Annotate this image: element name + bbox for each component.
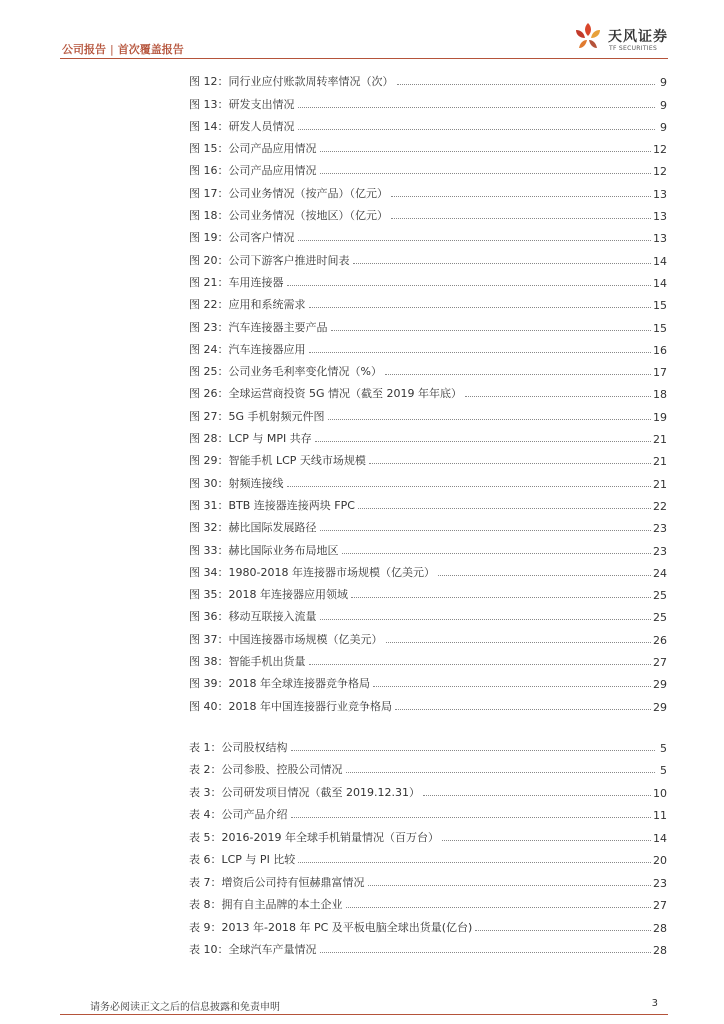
dot-leader bbox=[320, 151, 652, 152]
dot-leader bbox=[391, 218, 651, 219]
dot-leader bbox=[287, 285, 652, 286]
figure-index-entry-label: 图 15：公司产品应用情况 bbox=[189, 142, 317, 156]
table-index-entry-page: 20 bbox=[653, 854, 667, 867]
table-index-entry-page: 28 bbox=[653, 944, 667, 957]
dot-leader bbox=[309, 352, 652, 353]
figure-index-entry-label: 图 37：中国连接器市场规模（亿美元） bbox=[189, 632, 383, 646]
figure-index-entry-label: 图 20：公司下游客户推进时间表 bbox=[189, 253, 350, 267]
figure-index-entry-page: 25 bbox=[653, 589, 667, 603]
dot-leader bbox=[358, 508, 651, 509]
figure-index-entry[interactable] bbox=[189, 245, 667, 267]
figure-index-entry-page: 15 bbox=[653, 321, 667, 335]
figure-index-entry-label: 图 22：应用和系统需求 bbox=[189, 298, 306, 312]
table-index-entry-label: 表 8：拥有自主品牌的本土企业 bbox=[189, 898, 343, 911]
figure-index-entry-label: 图 34：1980-2018 年连接器市场规模（亿美元） bbox=[189, 565, 435, 579]
dot-leader bbox=[423, 795, 651, 796]
table-index-entry[interactable] bbox=[189, 777, 667, 800]
figure-index-entry[interactable] bbox=[189, 446, 667, 468]
dot-leader bbox=[298, 240, 652, 241]
page-number: 3 bbox=[651, 998, 658, 1009]
figure-index-entry-label: 图 40：2018 年中国连接器行业竞争格局 bbox=[189, 699, 392, 713]
dot-leader bbox=[320, 952, 652, 953]
brand-logo bbox=[570, 20, 680, 56]
figure-index-entry-label: 图 31：BTB 连接器连接两块 FPC bbox=[189, 498, 355, 512]
figure-index-entry-page: 12 bbox=[653, 165, 667, 179]
dot-leader bbox=[298, 862, 651, 863]
figure-index-entry-label: 图 29：智能手机 LCP 天线市场规模 bbox=[189, 454, 366, 468]
figure-index-entry[interactable] bbox=[189, 178, 667, 200]
table-index-entry-label: 表 7：增资后公司持有恒赫鼎富情况 bbox=[189, 875, 365, 889]
figure-index-entry-page: 23 bbox=[653, 522, 667, 536]
figure-index-entry-label: 图 30：射频连接线 bbox=[189, 476, 284, 490]
dot-leader bbox=[331, 330, 652, 331]
table-index bbox=[189, 732, 667, 957]
figure-index-entry[interactable] bbox=[189, 669, 667, 691]
dot-leader bbox=[442, 840, 651, 841]
figure-index-entry-label: 图 28：LCP 与 MPI 共存 bbox=[189, 432, 312, 446]
figure-index-entry-label: 图 26：全球运营商投资 5G 情况（截至 2019 年年底） bbox=[189, 387, 462, 401]
table-index-entry[interactable] bbox=[189, 800, 667, 823]
dot-leader bbox=[346, 907, 652, 908]
header-divider bbox=[60, 58, 668, 59]
dot-leader bbox=[291, 817, 652, 818]
table-index-entry-page: 5 bbox=[660, 764, 667, 777]
table-index-entry-label: 表 10：全球汽车产量情况 bbox=[189, 943, 317, 956]
figure-index-entry-page: 26 bbox=[653, 633, 667, 647]
figure-index-entry-label: 图 25：公司业务毛利率变化情况（%） bbox=[189, 365, 382, 379]
page-header bbox=[0, 0, 724, 62]
dot-leader bbox=[369, 463, 651, 464]
figure-index-entry-page: 22 bbox=[653, 499, 667, 513]
figure-index-entry-label: 图 16：公司产品应用情况 bbox=[189, 164, 317, 178]
dot-leader bbox=[353, 263, 652, 264]
logo-name-en: TF SECURITIES bbox=[609, 45, 658, 52]
report-type-company: 公司报告 bbox=[62, 43, 106, 56]
figure-index-entry[interactable] bbox=[189, 401, 667, 423]
table-index-entry-label: 表 9：2013 年-2018 年 PC 及平板电脑全球出货量(亿台) bbox=[189, 920, 473, 934]
figure-index-entry-label: 图 27：5G 手机射频元件图 bbox=[189, 409, 325, 423]
figure-index-entry-label: 图 23：汽车连接器主要产品 bbox=[189, 320, 328, 334]
logo-name-cn: 天风证券 bbox=[608, 29, 668, 45]
figure-index-entry[interactable] bbox=[189, 691, 667, 713]
figure-index-entry-page: 13 bbox=[653, 210, 667, 224]
table-index-entry[interactable] bbox=[189, 845, 667, 868]
figure-index-entry[interactable] bbox=[189, 335, 667, 357]
figure-index-entry-page: 23 bbox=[653, 544, 667, 558]
table-index-entry-label: 表 4：公司产品介绍 bbox=[189, 808, 288, 821]
dot-leader bbox=[368, 885, 652, 886]
figure-index-entry-page: 25 bbox=[653, 611, 667, 625]
figure-index-entry-page: 15 bbox=[653, 299, 667, 313]
table-index-entry[interactable] bbox=[189, 867, 667, 890]
figure-index-entry-page: 29 bbox=[653, 678, 667, 692]
figure-index-entry[interactable] bbox=[189, 223, 667, 245]
dot-leader bbox=[475, 930, 651, 931]
figure-index-entry-page: 27 bbox=[653, 656, 667, 670]
report-type bbox=[62, 41, 184, 57]
figure-index-entry-page: 21 bbox=[653, 433, 667, 447]
figure-index-entry-label: 图 36：移动互联接入流量 bbox=[189, 610, 317, 624]
figure-index-entry-page: 16 bbox=[653, 343, 667, 357]
dot-leader bbox=[320, 619, 652, 620]
figure-index-entry-label: 图 33：赫比国际业务布局地区 bbox=[189, 543, 339, 557]
dot-leader bbox=[465, 396, 651, 397]
dot-leader bbox=[320, 173, 652, 174]
figure-index-entry-page: 13 bbox=[653, 187, 667, 201]
figure-index-entry-page: 18 bbox=[653, 388, 667, 402]
table-index-entry-label: 表 3：公司研发项目情况（截至 2019.12.31） bbox=[189, 785, 420, 799]
dot-leader bbox=[320, 530, 652, 531]
figure-index-entry-page: 13 bbox=[653, 232, 667, 246]
logo-flower-icon bbox=[570, 20, 606, 56]
dot-leader bbox=[386, 642, 652, 643]
dot-leader bbox=[287, 486, 652, 487]
figure-index-entry-label: 图 18：公司业务情况（按地区）（亿元） bbox=[189, 209, 388, 223]
figure-index-entry-page: 21 bbox=[653, 455, 667, 469]
table-index-entry-page: 28 bbox=[653, 921, 667, 935]
table-index-entry[interactable] bbox=[189, 935, 667, 958]
dot-leader bbox=[309, 307, 652, 308]
figure-index-entry[interactable] bbox=[189, 580, 667, 602]
table-index-entry[interactable] bbox=[189, 732, 667, 755]
figure-index-entry-page: 21 bbox=[653, 477, 667, 491]
report-type-separator: | bbox=[110, 43, 114, 56]
dot-leader bbox=[298, 107, 656, 108]
dot-leader bbox=[351, 597, 651, 598]
figure-index-entry[interactable] bbox=[189, 290, 667, 312]
figure-index-entry[interactable] bbox=[189, 89, 667, 111]
figure-index-entry[interactable] bbox=[189, 513, 667, 535]
table-index-entry[interactable] bbox=[189, 822, 667, 845]
dot-leader bbox=[438, 575, 651, 576]
figure-index-entry[interactable] bbox=[189, 424, 667, 446]
table-index-entry-page: 11 bbox=[653, 809, 667, 822]
figure-index-entry-page: 9 bbox=[660, 98, 667, 112]
figure-index-entry-page: 9 bbox=[660, 120, 667, 134]
dot-leader bbox=[291, 750, 656, 751]
figure-index-entry-label: 图 24：汽车连接器应用 bbox=[189, 342, 306, 356]
footer-disclaimer: 请务必阅读正文之后的信息披露和免责申明 bbox=[90, 1002, 280, 1013]
figure-index-entry[interactable] bbox=[189, 379, 667, 401]
figure-index-entry[interactable] bbox=[189, 312, 667, 334]
dot-leader bbox=[346, 772, 656, 773]
figure-index-entry[interactable] bbox=[189, 647, 667, 669]
figure-index-entry-label: 图 21：车用连接器 bbox=[189, 275, 284, 289]
table-index-entry-label: 表 1：公司股权结构 bbox=[189, 740, 288, 754]
table-index-entry-page: 23 bbox=[653, 876, 667, 890]
dot-leader bbox=[328, 419, 651, 420]
table-index-entry-label: 表 6：LCP 与 PI 比较 bbox=[189, 853, 296, 866]
figure-index-entry-page: 17 bbox=[653, 366, 667, 380]
table-index-entry[interactable] bbox=[189, 890, 667, 913]
table-index-entry[interactable] bbox=[189, 755, 667, 778]
figure-index-entry-label: 图 39：2018 年全球连接器竞争格局 bbox=[189, 677, 370, 691]
report-type-coverage: 首次覆盖报告 bbox=[117, 43, 184, 56]
figure-index-entry[interactable] bbox=[189, 67, 667, 89]
figure-index-entry-page: 29 bbox=[653, 700, 667, 714]
table-index-entry-label: 表 5：2016-2019 年全球手机销量情况（百万台） bbox=[189, 830, 439, 844]
figure-index-entry-label: 图 19：公司客户情况 bbox=[189, 231, 295, 245]
table-index-entry-page: 27 bbox=[653, 899, 667, 912]
figure-index-entry[interactable] bbox=[189, 491, 667, 513]
table-index-entry-page: 10 bbox=[653, 786, 667, 800]
figure-index-entry-page: 14 bbox=[653, 276, 667, 290]
figure-index-entry-label: 图 13：研发支出情况 bbox=[189, 97, 295, 111]
figure-index-entry-label: 图 35：2018 年连接器应用领域 bbox=[189, 588, 348, 602]
table-index-entry-label: 表 2：公司参股、控股公司情况 bbox=[189, 763, 343, 776]
figure-index-entry[interactable] bbox=[189, 112, 667, 134]
figure-index-entry-page: 9 bbox=[660, 76, 667, 90]
dot-leader bbox=[315, 441, 651, 442]
figure-index-entry[interactable] bbox=[189, 535, 667, 557]
dot-leader bbox=[395, 709, 651, 710]
dot-leader bbox=[298, 129, 656, 130]
figure-index-entry[interactable] bbox=[189, 156, 667, 178]
figure-index-entry-page: 19 bbox=[653, 410, 667, 424]
figure-index-entry[interactable] bbox=[189, 602, 667, 624]
figure-index-entry-page: 12 bbox=[653, 143, 667, 157]
figure-index-entry-label: 图 32：赫比国际发展路径 bbox=[189, 521, 317, 535]
figure-index-entry-label: 图 12：同行业应付账款周转率情况（次） bbox=[189, 75, 394, 89]
figure-index-entry[interactable] bbox=[189, 558, 667, 580]
figure-index bbox=[189, 67, 667, 714]
figure-index-entry-label: 图 38：智能手机出货量 bbox=[189, 655, 306, 669]
dot-leader bbox=[373, 686, 651, 687]
dot-leader bbox=[309, 664, 652, 665]
figure-index-entry[interactable] bbox=[189, 624, 667, 646]
figure-index-entry-page: 14 bbox=[653, 254, 667, 268]
figure-index-entry-page: 24 bbox=[653, 566, 667, 580]
dot-leader bbox=[391, 196, 651, 197]
dot-leader bbox=[342, 553, 652, 554]
table-index-entry-page: 5 bbox=[660, 741, 667, 755]
figure-index-entry[interactable] bbox=[189, 468, 667, 490]
figure-index-entry-label: 图 17：公司业务情况（按产品）（亿元） bbox=[189, 186, 388, 200]
figure-index-entry[interactable] bbox=[189, 268, 667, 290]
dot-leader bbox=[397, 84, 656, 85]
figure-index-entry[interactable] bbox=[189, 201, 667, 223]
figure-index-entry[interactable] bbox=[189, 357, 667, 379]
footer-divider bbox=[60, 1014, 668, 1015]
table-index-entry[interactable] bbox=[189, 912, 667, 935]
figure-index-entry[interactable] bbox=[189, 134, 667, 156]
figure-index-entry-label: 图 14：研发人员情况 bbox=[189, 119, 295, 133]
dot-leader bbox=[385, 374, 651, 375]
table-index-entry-page: 14 bbox=[653, 831, 667, 845]
